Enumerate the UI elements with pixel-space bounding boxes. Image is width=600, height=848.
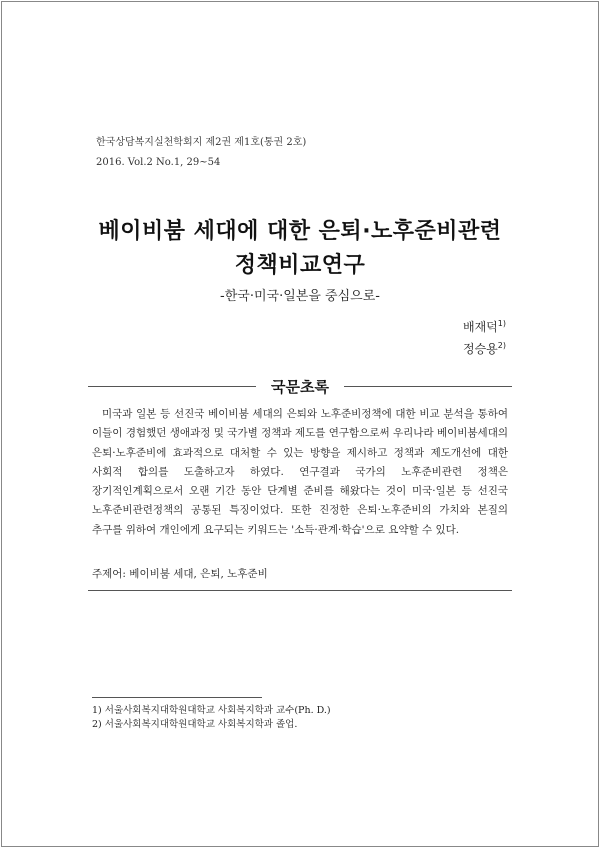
keywords-rule — [88, 590, 512, 591]
abstract-text: 미국과 일본 등 선진국 베이비붐 세대의 은퇴와 노후준비정책에 대한 비교 분석을 통하여 이들이 경험했던 생애과정 및 국가별 정책과 제도를 연구함으로써 우리나라 베이비붐세대의 은퇴·노후준비에 효과적으로 대처할 수 있는 방향을 제시하고 정책과 제도개선에 대한 사회적 합의를 도출하고자 하였다. 연구결과 국가의 노후준비관련 정책은 장기적인계획으로서 오랜 기간 동안 단계별 준비를 해왔다는 것이 미국·일본 등 선진국 노후준비관련정책의 공통된 특징이었다. 또한 진정한 은퇴·노후준비의 가치와 본질의 추구를 위하여 개인에게 요구되는 키워드는 '소득·관계·학습'으로 요약할 수 있다. — [92, 408, 508, 536]
author-2-footnote-mark[interactable]: 2) — [497, 341, 506, 350]
author-2 — [463, 340, 506, 357]
paper-title-line2: 정책비교연구 — [234, 253, 366, 278]
abstract-heading-row — [88, 376, 512, 396]
author-2-name: 정승용 — [463, 342, 498, 356]
journal-name: 한국상담복지실천학회지 제2권 제1호(통권 2호) — [96, 137, 307, 148]
author-1-footnote-mark[interactable]: 1) — [497, 319, 506, 328]
footnote-2: 2) 서울사회복지대학원대학교 사회복지학과 졸업. — [92, 719, 298, 730]
journal-citation: 2016. Vol.2 No.1, 29~54 — [96, 157, 221, 168]
footnote-1: 1) 서울사회복지대학원대학교 사회복지학과 교수(Ph. D.) — [92, 705, 331, 716]
author-1 — [463, 318, 506, 335]
footnote-rule — [92, 697, 262, 698]
heading-rule-right — [344, 386, 512, 387]
author-1-name: 배재덕 — [463, 320, 498, 334]
keywords: 주제어: 베이비붐 세대, 은퇴, 노후준비 — [92, 568, 268, 580]
paper-subtitle: -한국·미국·일본을 중심으로- — [220, 289, 380, 304]
paper-title-line1: 베이비붐 세대에 대한 은퇴·노후준비관련 — [98, 219, 502, 244]
abstract-heading: 국문초록 — [271, 378, 329, 396]
